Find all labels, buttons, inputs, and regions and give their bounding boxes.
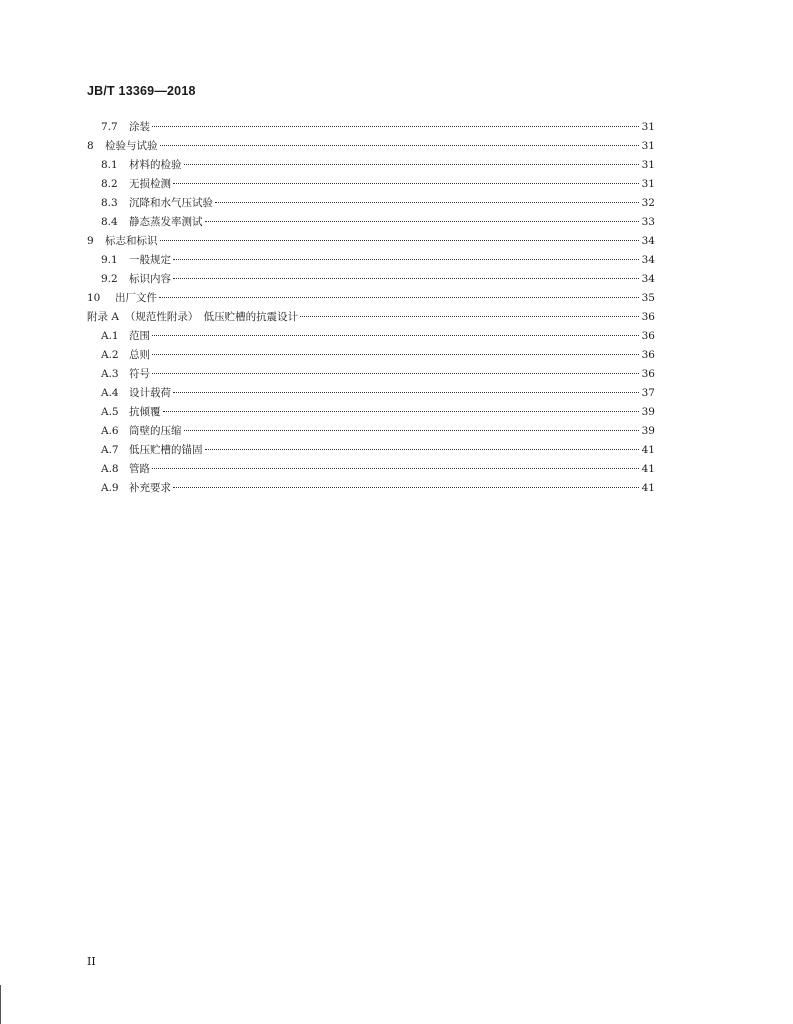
toc-leader-dots (152, 468, 639, 469)
toc-leader-dots (152, 373, 639, 374)
toc-entry-title: （规范性附录） 低压贮槽的抗震设计 (124, 311, 299, 323)
toc-entry-page: 41 (641, 482, 655, 494)
toc-entry-title: 总则 (129, 349, 150, 361)
toc-entry-page: 39 (641, 406, 655, 418)
toc-entry-number: A.2 (101, 349, 119, 361)
scan-edge-line (0, 985, 1, 1024)
toc-entry-page: 41 (641, 463, 655, 475)
toc-entry-page: 36 (641, 330, 655, 342)
toc-entry (101, 118, 655, 137)
toc-entry (101, 194, 655, 213)
toc-entry-page: 34 (641, 254, 655, 266)
toc-entry-number: 8 (87, 140, 94, 152)
toc-entry-page: 32 (641, 197, 655, 209)
toc-entry (101, 384, 655, 403)
toc-leader-dots (205, 221, 640, 222)
toc-entry (101, 327, 655, 346)
toc-entry-number: A.5 (101, 406, 119, 418)
toc-entry-page: 31 (641, 140, 655, 152)
toc-entry-number: A.1 (101, 330, 119, 342)
toc-entry (87, 308, 655, 327)
toc-entry (101, 156, 655, 175)
toc-entry (101, 365, 655, 384)
toc-entry-page: 39 (641, 425, 655, 437)
toc-entry-number: 7.7 (101, 121, 118, 133)
toc-leader-dots (160, 145, 640, 146)
toc-entry (101, 460, 655, 479)
toc-leader-dots (152, 126, 639, 127)
toc-leader-dots (159, 297, 639, 298)
toc-entry-number: 8.4 (101, 216, 118, 228)
toc-leader-dots (173, 487, 639, 488)
toc-entry (101, 346, 655, 365)
toc-leader-dots (173, 278, 639, 279)
toc-entry-title: 标志和标识 (105, 235, 158, 247)
toc-entry-number: 8.1 (101, 159, 118, 171)
toc-leader-dots (163, 411, 640, 412)
toc-entry-title: 无损检测 (129, 178, 171, 190)
toc-entry-number: 10 (87, 292, 101, 304)
toc-entry-page: 31 (641, 121, 655, 133)
toc-entry-title: 范围 (129, 330, 150, 342)
toc-entry (87, 232, 655, 251)
toc-entry-page: 41 (641, 444, 655, 456)
toc-entry-page: 35 (641, 292, 655, 304)
document-id: JB/T 13369—2018 (87, 84, 196, 98)
toc-entry-page: 31 (641, 178, 655, 190)
toc-leader-dots (184, 430, 640, 431)
toc-entry (87, 137, 655, 156)
toc-entry-number: 8.2 (101, 178, 118, 190)
toc-entry-title: 沉降和水气压试验 (129, 197, 213, 209)
toc-entry-title: 静态蒸发率测试 (129, 216, 203, 228)
toc-entry-number: 9 (87, 235, 94, 247)
toc-entry-number: A.4 (101, 387, 119, 399)
toc-entry-page: 36 (641, 311, 655, 323)
toc-entry (101, 479, 655, 498)
toc-entry-title: 材料的检验 (129, 159, 182, 171)
toc-leader-dots (152, 335, 639, 336)
toc-entry-number: A.6 (101, 425, 119, 437)
toc-entry-title: 抗倾覆 (129, 406, 161, 418)
toc-leader-dots (160, 240, 640, 241)
toc-entry-title: 管路 (129, 463, 150, 475)
toc-entry-title: 低压贮槽的锚固 (129, 444, 203, 456)
toc-leader-dots (300, 316, 639, 317)
toc-entry-number: A.3 (101, 368, 119, 380)
toc-leader-dots (173, 183, 639, 184)
toc-entry-number: 8.3 (101, 197, 118, 209)
toc-entry-page: 34 (641, 273, 655, 285)
toc-leader-dots (215, 202, 639, 203)
toc-entry (101, 175, 655, 194)
toc-entry-number: 9.1 (101, 254, 118, 266)
toc-entry-title: 涂装 (129, 121, 150, 133)
toc-entry-page: 37 (641, 387, 655, 399)
toc-leader-dots (173, 392, 639, 393)
toc-entry-page: 36 (641, 368, 655, 380)
toc-entry-title: 补充要求 (129, 482, 171, 494)
toc-entry-number: A.8 (101, 463, 119, 475)
toc-entry-title: 一般规定 (129, 254, 171, 266)
toc-entry-number: 9.2 (101, 273, 118, 285)
toc-entry-title: 筒壁的压缩 (129, 425, 182, 437)
toc-entry-number: A.9 (101, 482, 119, 494)
toc-entry (101, 441, 655, 460)
toc-entry (101, 251, 655, 270)
page-number: II (87, 955, 96, 968)
toc-entry-page: 34 (641, 235, 655, 247)
toc-entry-page: 36 (641, 349, 655, 361)
toc-entry-page: 33 (641, 216, 655, 228)
toc-entry (101, 403, 655, 422)
toc-entry (87, 289, 655, 308)
toc-leader-dots (205, 449, 640, 450)
toc-leader-dots (184, 164, 640, 165)
toc-leader-dots (152, 354, 639, 355)
toc-entry-page: 31 (641, 159, 655, 171)
toc-entry-number: 附录 A (87, 311, 119, 323)
toc-entry-title: 设计载荷 (129, 387, 171, 399)
toc-entry (101, 270, 655, 289)
toc-entry-title: 符号 (129, 368, 150, 380)
toc-entry-title: 检验与试验 (105, 140, 158, 152)
toc-entry-number: A.7 (101, 444, 119, 456)
toc-entry (101, 422, 655, 441)
toc-entry-title: 出厂文件 (115, 292, 157, 304)
toc-entry-title: 标识内容 (129, 273, 171, 285)
toc-entry (101, 213, 655, 232)
toc-leader-dots (173, 259, 639, 260)
